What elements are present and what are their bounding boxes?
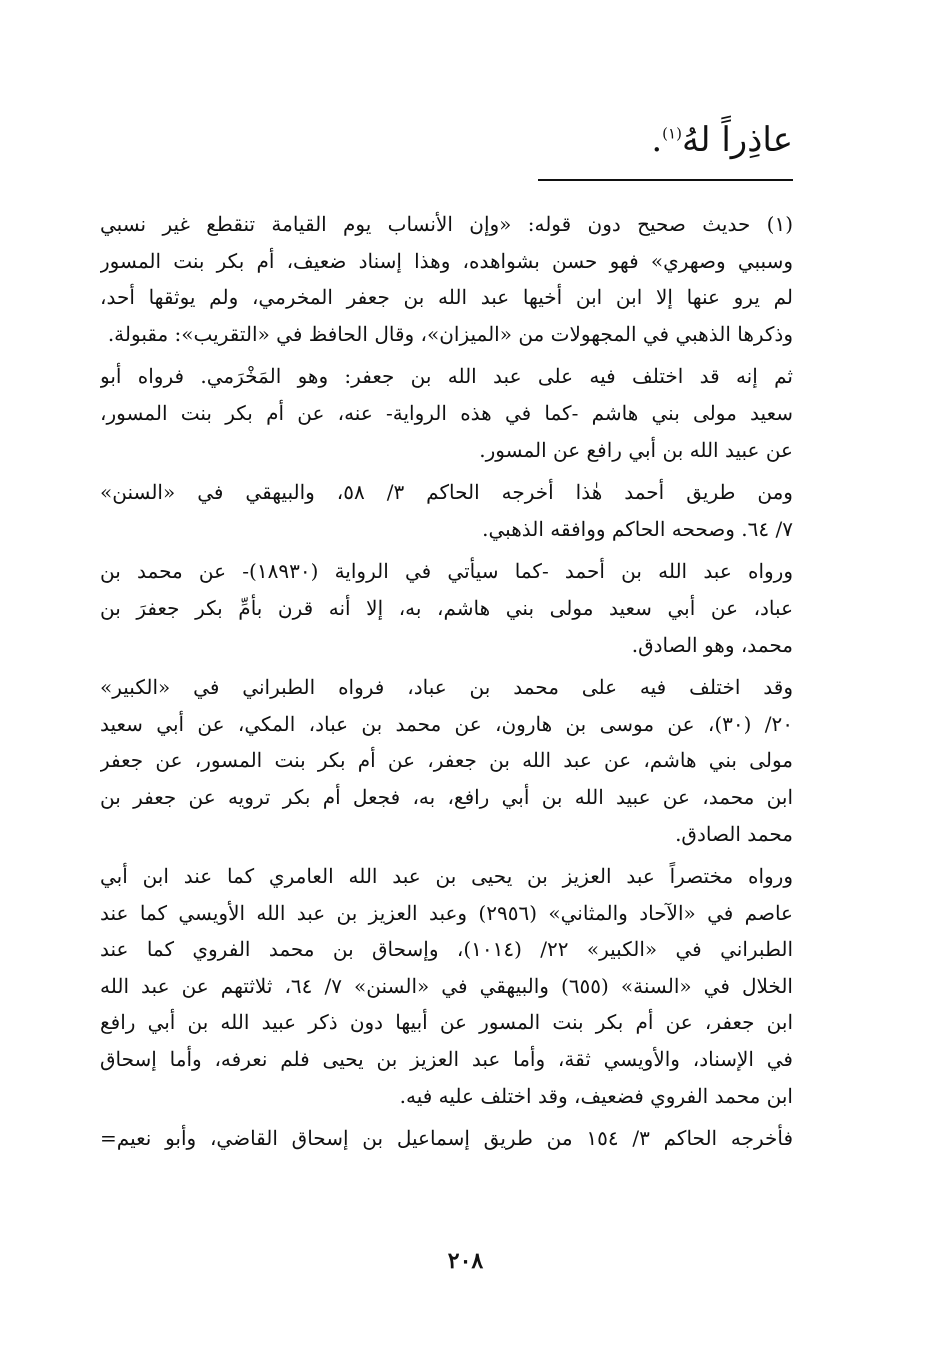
footnote-line: فأخرجه الحاكم ٣/ ١٥٤ من طريق إسماعيل بن إسحاق القاضي، وأبو نعيم= (100, 1126, 793, 1151)
footnote-line: سعيد مولى بني هاشم -كما في هذه الرواية- عنه، عن أم بكر بنت المسور، (100, 400, 793, 425)
footnote-line: عاصم في «الآحاد والمثاني» (٢٩٥٦) وعبد العزيز بن عبد الله الأويسي كما عند (100, 900, 793, 925)
footnote-line: وقد اختلف فيه على محمد بن عباد، فرواه الطبراني في «الكبير» (100, 675, 793, 700)
main-text-line (651, 120, 793, 160)
footnote-line: ومن طريق أحمد هٰذا أخرجه الحاكم ٣/ ٥٨، والبيهقي في «السنن» (100, 480, 793, 505)
footnote-line: لم يرو عنها إلا ابن ابن أخيها عبد الله بن جعفر المخرمي، ولم يوثقها أحد، (100, 285, 793, 310)
footnote-line: ابن جعفر، عن أم بكر بنت المسور عن أبيها دون ذكر عبيد الله بن أبي رافع (100, 1010, 793, 1035)
footnote-marker: (١) (662, 124, 682, 143)
footnotes-block (100, 206, 793, 1157)
page-number: ٢٠٨ (447, 1248, 484, 1274)
footnote-line: محمد الصادق. (675, 821, 793, 846)
footnote-line: ٧/ ٦٤. وصححه الحاكم ووافقه الذهبي. (482, 516, 793, 541)
main-text-period: . (651, 120, 663, 160)
footnote-line: محمد، وهو الصادق. (631, 632, 793, 657)
footnote-line: ابن محمد، عن عبيد الله بن أبي رافع، به، فجعل أم بكر ترويه عن جعفر بن (100, 784, 793, 809)
footnote-line: (١) حديث صحيح دون قوله: «وإن الأنساب يوم القيامة تنقطع غير نسبي (100, 212, 793, 236)
footnote-line: الخلال في «السنة» (٦٥٥) والبيهقي في «السنن» ٧/ ٦٤، ثلاثتهم عن عبد الله (100, 973, 793, 998)
footnote-line: عن عبيد الله بن أبي رافع عن المسور. (479, 437, 793, 462)
footnote-line: الطبراني في «الكبير» ٢٢/ (١٠١٤)، وإسحاق بن محمد الفروي كما عند (100, 937, 793, 962)
footnote-separator (538, 179, 793, 181)
footnote-line: في الإسناد، والأويسي ثقة، وأما عبد العزيز بن يحيى فلم نعرفه، وأما إسحاق (100, 1047, 793, 1072)
footnote-line: وذكرها الذهبي في المجهولات من «الميزان»، وقال الحافظ في «التقريب»: مقبولة. (107, 321, 793, 346)
footnote-line: مولى بني هاشم، عن عبد الله بن جعفر، عن أم بكر بنت المسور، عن جعفر (100, 748, 793, 773)
footnote-line: ثم إنه قد اختلف فيه على عبد الله بن جعفر: وهو المَخْرَمي. فرواه أبو (100, 364, 793, 389)
footnote-line: ابن محمد الفروي فضعيف، وقد اختلف عليه فيه. (399, 1083, 793, 1108)
main-text: عاذِراً لهُ (681, 120, 793, 160)
footnote-line: ورواه مختصراً عبد العزيز بن يحيى بن عبد الله العامري كما عند ابن أبي (100, 864, 793, 889)
footnote-line: ٢٠/ (٣٠)، عن موسى بن هارون، عن محمد بن عباد، المكي، عن أبي سعيد (100, 711, 793, 736)
footnote-line: عباد، عن أبي سعيد مولى بني هاشم، به، إلا أنه قرن بأمِّ بكر جعفرَ بن (100, 595, 793, 620)
footnote-line: وسببي وصهري» فهو حسن بشواهده، وهذا إسناد ضعيف، أم بكر بنت المسور (100, 248, 793, 273)
footnote-line: ورواه عبد الله بن أحمد -كما سيأتي في الرواية (١٨٩٣٠)- عن محمد بن (100, 559, 793, 584)
